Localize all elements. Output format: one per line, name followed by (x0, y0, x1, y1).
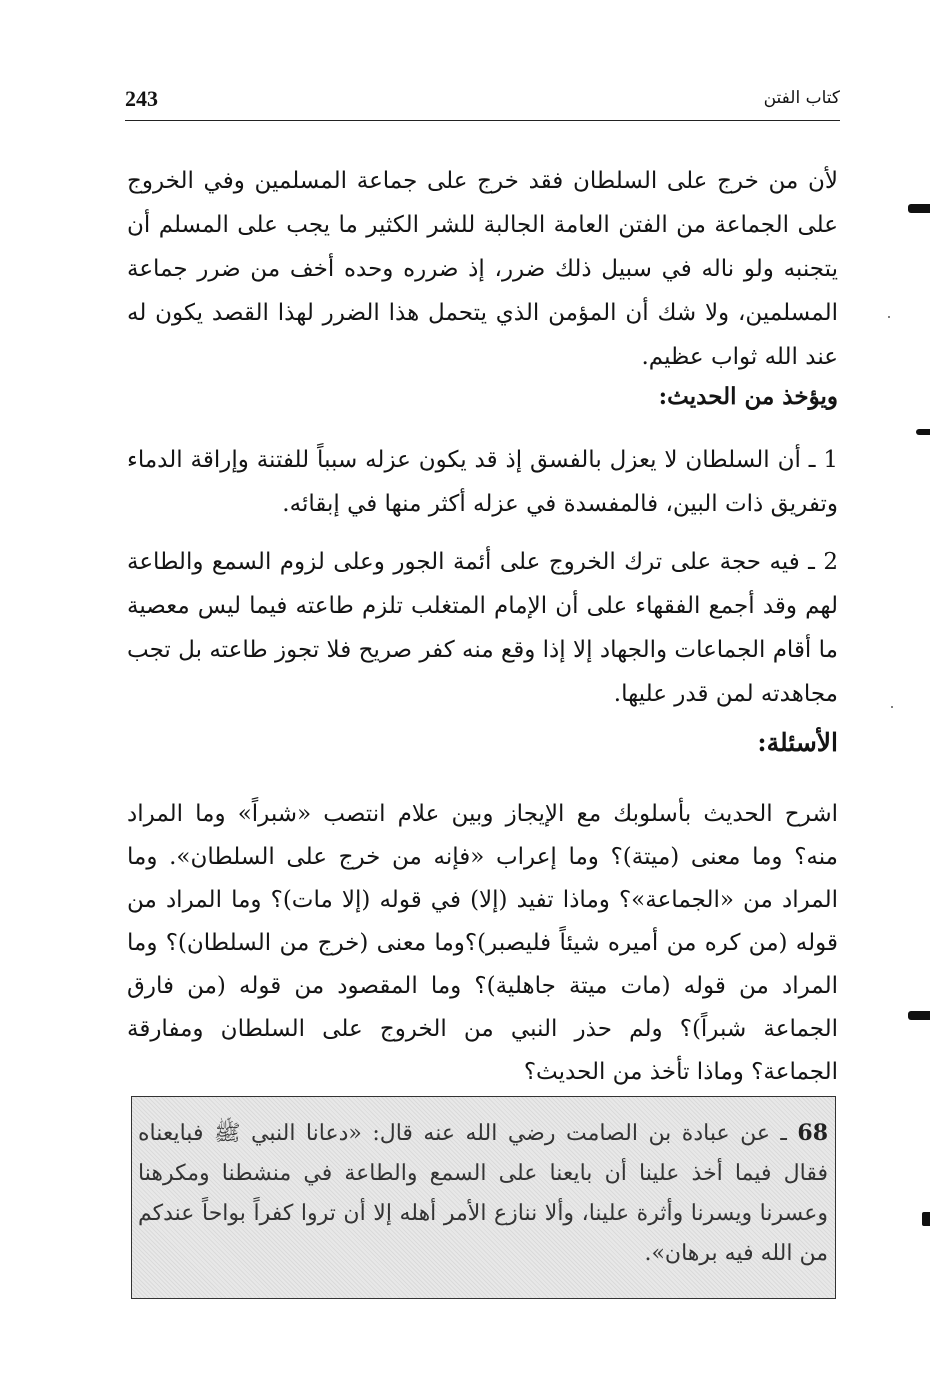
scan-speck (891, 706, 893, 708)
hadith-number: 68 (797, 1120, 829, 1146)
margin-mark (916, 429, 930, 435)
running-title: كتاب الفتن (763, 88, 840, 108)
hadith-text-block (138, 1113, 828, 1274)
intro-paragraph: لأن من خرج على السلطان فقد خرج على جماعة المسلمين وفي الخروج على الجماعة من الفتن العامة الجالبة للشر الكثير ما يجب على المسلم أن يتجنبه ولو ناله في سبيل ذلك ضرر، إذ ضرره وحده أخف من ضرر جماعة المسلمين، ولا شك أن المؤمن الذي يتحمل هذا الضرر لهذا القصد يكون له عند الله ثواب عظيم. (127, 168, 838, 370)
page-header (125, 80, 840, 121)
page-number: 243 (125, 86, 158, 111)
margin-mark (908, 1011, 930, 1020)
margin-mark (922, 1212, 930, 1226)
questions-heading: الأسئلة: (757, 728, 838, 757)
questions-paragraph: اشرح الحديث بأسلوبك مع الإيجاز وبين علام انتصب «شبراً» وما المراد منه؟ وما معنى (ميتة)؟ وما إعراب «فإنه من خرج على السلطان». وما المراد من «الجماعة»؟ وماذا تفيد (إلا) في قوله (إلا مات)؟ وما المراد من قوله (من كره من أميره شيئاً فليصبر)؟وما معنى (خرج من السلطان)؟ وما المراد من قوله (مات ميتة جاهلية)؟ وما المقصود من قوله (من فارق الجماعة شبراً)؟ ولم حذر النبي من الخروج على السلطان ومفارقة الجماعة؟ وماذا تأخذ من الحديث؟ (127, 801, 838, 1085)
hadith-box (131, 1096, 836, 1299)
margin-mark (908, 204, 930, 213)
lesson-item-2: 2 ـ فيه حجة على ترك الخروج على أئمة الجور وعلى لزوم السمع والطاعة لهم وقد أجمع الفقهاء على أن الإمام المتغلب تلزم طاعته فيما ليس معصية ما أقام الجماعات والجهاد إلا إذا وقع منه كفر صريح فلا تجوز طاعته بل تجب مجاهدته لمن قدر عليها. (127, 549, 838, 707)
lessons-heading: ويؤخذ من الحديث: (658, 383, 838, 410)
scan-speck (888, 316, 890, 318)
hadith-text: ـ عن عبادة بن الصامت رضي الله عنه قال: «دعانا النبي ﷺ فبايعناه فقال فيما أخذ علينا أن بايعنا على السمع والطاعة في منشطنا ومكرهنا وعسرنا ويسرنا وأثرة علينا، وألا ننازع الأمر أهله إلا أن تروا كفراً بواحاً عندكم من الله فيه برهان». (138, 1121, 828, 1266)
lesson-item-1: 1 ـ أن السلطان لا يعزل بالفسق إذ قد يكون عزله سبباً للفتنة وإراقة الدماء وتفريق ذات البين، فالمفسدة في عزله أكثر منها في إبقائه. (127, 447, 838, 517)
